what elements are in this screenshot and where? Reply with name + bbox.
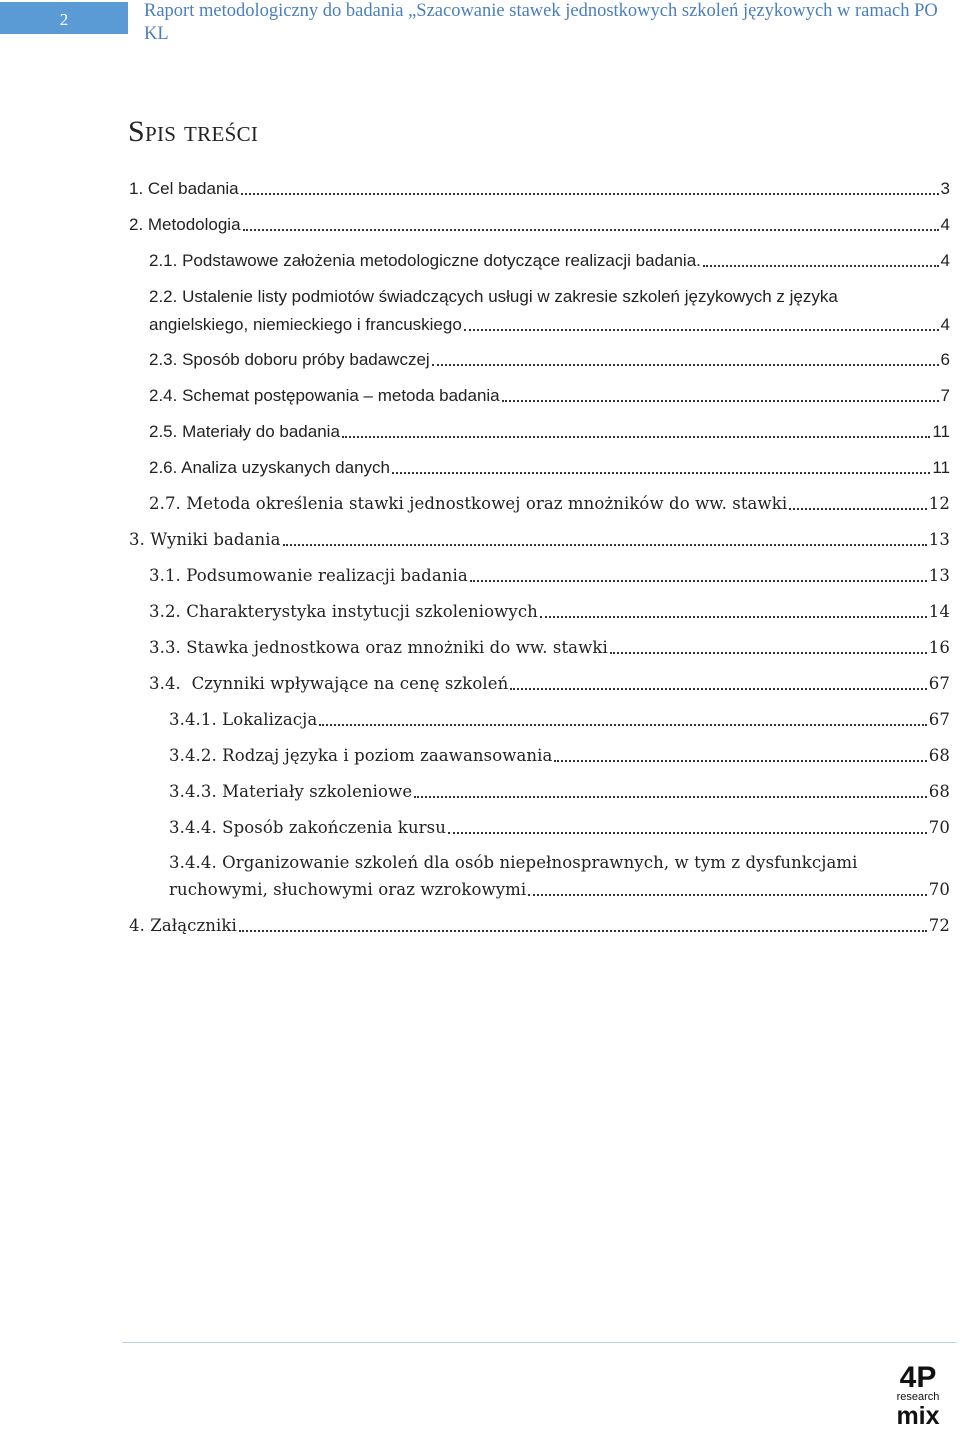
- toc-dot-leader: [789, 508, 927, 510]
- toc-entry[interactable]: [169, 707, 950, 733]
- toc-entry-title: 3.4.4. Organizowanie szkoleń dla osób niepełnosprawnych, w tym z dysfunkcjami: [169, 853, 858, 872]
- toc-page-number: 6: [940, 350, 950, 369]
- toc-entry-title: 2.4. Schemat postępowania – metoda badania: [149, 386, 500, 405]
- toc-dot-leader: [610, 652, 927, 654]
- toc-entry-title: 1. Cel badania: [129, 179, 239, 198]
- toc-entry[interactable]: [129, 176, 950, 202]
- toc-page-number: 13: [928, 566, 950, 585]
- toc-page-number: 3: [940, 179, 950, 198]
- toc-entry-title: 3.4.1. Lokalizacja: [169, 710, 318, 729]
- toc-page-number: 72: [928, 916, 950, 935]
- toc-dot-leader: [392, 472, 930, 474]
- toc-dot-leader: [414, 796, 927, 798]
- toc-page-number: 7: [940, 386, 950, 405]
- report-title: Raport metodologiczny do badania „Szacowanie stawek jednostkowych szkoleń językowych w ramach PO KL: [144, 1, 938, 44]
- toc-entry-title: 2.6. Analiza uzyskanych danych: [149, 458, 390, 477]
- toc-entry[interactable]: [149, 347, 950, 373]
- toc-entry[interactable]: [129, 212, 950, 238]
- footer-divider: [122, 1342, 956, 1343]
- toc-entry-title: 3.3. Stawka jednostkowa oraz mnożniki do ww. stawki: [149, 638, 608, 657]
- toc-entry[interactable]: [149, 383, 950, 409]
- toc-entry-line[interactable]: [169, 850, 950, 876]
- toc-entry-title: 2.1. Podstawowe założenia metodologiczne dotyczące realizacji badania.: [149, 251, 701, 270]
- toc-entry-title: 3.4.3. Materiały szkoleniowe: [169, 782, 413, 801]
- logo-4p-text: 4P: [899, 1362, 937, 1394]
- toc-dot-leader: [464, 329, 939, 331]
- toc-page-number: 11: [932, 422, 950, 441]
- toc-dot-leader: [283, 544, 927, 546]
- toc-dot-leader: [342, 436, 930, 438]
- toc-entry[interactable]: [129, 913, 950, 939]
- toc-dot-leader: [470, 580, 927, 582]
- page-number-badge: 2: [0, 2, 128, 34]
- toc-entry[interactable]: [149, 248, 950, 274]
- toc-entry[interactable]: [149, 455, 950, 481]
- toc-entry[interactable]: [149, 491, 950, 517]
- toc-page-number: 11: [932, 458, 950, 477]
- toc-dot-leader: [243, 229, 939, 231]
- toc-page-number: 14: [928, 602, 950, 621]
- toc-dot-leader: [239, 930, 927, 932]
- toc-entry-title: 3.4.2. Rodzaj języka i poziom zaawansowania: [169, 746, 553, 765]
- logo-research-text: research: [896, 1391, 940, 1403]
- toc-heading: Spis treści: [128, 115, 259, 148]
- toc-page-number: 16: [928, 638, 950, 657]
- toc-entry-title-continued: ruchowymi, słuchowymi oraz wzrokowymi: [169, 880, 527, 899]
- toc-entry[interactable]: [149, 671, 950, 697]
- toc-entry-title: 3. Wyniki badania: [129, 530, 281, 549]
- toc-entry-title: 2.3. Sposób doboru próby badawczej: [149, 350, 430, 369]
- toc-entry[interactable]: [169, 779, 950, 805]
- toc-page-number: 13: [928, 530, 950, 549]
- logo-mix-text: mix: [896, 1402, 940, 1426]
- toc-entry[interactable]: [129, 527, 950, 553]
- toc-dot-leader: [703, 265, 939, 267]
- toc-page-number: 68: [928, 782, 950, 801]
- toc-entry-title: 2.7. Metoda określenia stawki jednostkowej oraz mnożników do ww. stawki: [149, 494, 788, 513]
- page-header: [0, 0, 960, 50]
- toc-dot-leader: [432, 364, 939, 366]
- toc-page-number: 12: [928, 494, 950, 513]
- toc-entry[interactable]: [149, 563, 950, 589]
- toc-entry-title: 3.4.4. Sposób zakończenia kursu: [169, 818, 446, 837]
- toc-entry-title: 3.2. Charakterystyka instytucji szkoleniowych: [149, 602, 538, 621]
- toc-entry-title: 2. Metodologia: [129, 215, 241, 234]
- toc-dot-leader: [502, 400, 939, 402]
- toc-page-number: 68: [928, 746, 950, 765]
- toc-dot-leader: [241, 193, 939, 195]
- toc-entry-title: 4. Załączniki: [129, 916, 237, 935]
- toc-entry[interactable]: [169, 815, 950, 841]
- toc-dot-leader: [510, 688, 926, 690]
- toc-page-number: 4: [940, 251, 950, 270]
- toc-page-number: 67: [928, 674, 950, 693]
- toc-page-number: 70: [928, 818, 950, 837]
- toc-page-number: 67: [928, 710, 950, 729]
- toc-page-number: 4: [940, 215, 950, 234]
- toc-entry-title: 3.1. Podsumowanie realizacji badania: [149, 566, 468, 585]
- toc-entry-title: 2.2. Ustalenie listy podmiotów świadczących usługi w zakresie szkoleń językowych z języka: [149, 287, 838, 306]
- toc-entry[interactable]: [149, 419, 950, 445]
- toc-entry-title-continued: angielskiego, niemieckiego i francuskiego: [149, 315, 462, 334]
- toc-entry-title: 3.4. Czynniki wpływające na cenę szkoleń: [149, 674, 509, 693]
- toc-dot-leader: [554, 760, 926, 762]
- toc-entry[interactable]: [149, 635, 950, 661]
- toc-entry-line[interactable]: [149, 284, 950, 310]
- toc-dot-leader: [448, 832, 927, 834]
- toc-entry[interactable]: [149, 312, 950, 338]
- toc-entry-title: 2.5. Materiały do badania: [149, 422, 340, 441]
- toc-entry[interactable]: [149, 599, 950, 625]
- toc-page-number: 70: [928, 880, 950, 899]
- 4p-research-mix-logo: [893, 1362, 943, 1426]
- toc-page-number: 4: [940, 315, 950, 334]
- toc-entry[interactable]: [169, 877, 950, 903]
- toc-dot-leader: [528, 894, 927, 896]
- toc-entry[interactable]: [169, 743, 950, 769]
- toc-dot-leader: [540, 616, 927, 618]
- toc-dot-leader: [319, 724, 927, 726]
